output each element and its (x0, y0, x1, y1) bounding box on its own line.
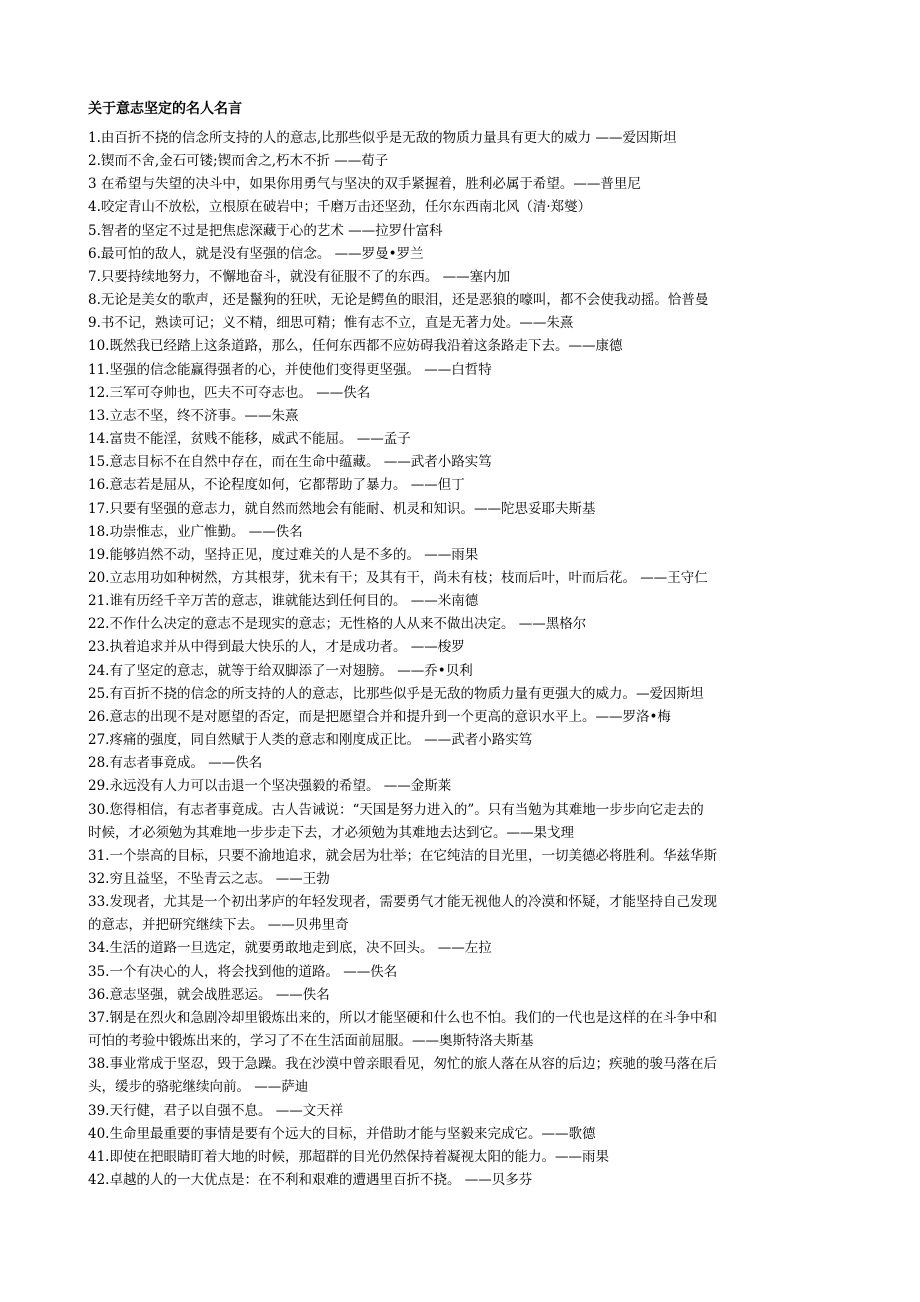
quote-line: 17.只要有坚强的意志力，就自然而然地会有能耐、机灵和知识。——陀思妥耶夫斯基 (88, 500, 596, 517)
quote-line: 2.锲而不舍,金石可镂;锲而舍之,朽木不折 ——荀子 (88, 153, 389, 170)
quote-line: 7.只要持续地努力，不懈地奋斗，就没有征服不了的东西。 ——塞内加 (88, 268, 511, 285)
quote-line: 37.钢是在烈火和急剧冷却里锻炼出来的，所以才能坚硬和什么也不怕。我们的一代也是这样的在斗争中和 (88, 1009, 717, 1026)
quote-line: 6.最可怕的敌人，就是没有坚强的信念。 ——罗曼•罗兰 (88, 245, 424, 262)
quote-line: 32.穷且益坚，不坠青云之志。 ——王勃 (88, 871, 330, 887)
quote-line: 27.疼痛的强度，同自然赋于人类的意志和刚度成正比。 ——武者小路实笃 (88, 732, 533, 749)
quote-item (88, 868, 840, 891)
quote-item (88, 196, 840, 219)
quote-line: 33.发现者，尤其是一个初出茅庐的年轻发现者，需要勇气才能无视他人的冷漠和怀疑，才能坚持自己发现 (88, 894, 717, 911)
quote-item (88, 243, 840, 266)
quote-line: 18.功崇惟志，业广惟勤。 ——佚名 (88, 523, 303, 540)
quote-line: 的意志，并把研究继续下去。 ——贝弗里奇 (88, 917, 349, 934)
quote-line: 41.即使在把眼睛盯着大地的时候，那超群的目光仍然保持着凝视太阳的能力。——雨果 (88, 1148, 609, 1165)
quote-item (88, 1053, 840, 1099)
quote-line: 时候，才必须勉为其难地一步步走下去，才必须勉为其难地去达到它。——果戈理 (88, 824, 574, 841)
quote-item (88, 799, 840, 845)
quote-line: 22.不作什么决定的意志不是现实的意志；无性格的人从来不做出决定。 ——黑格尔 (88, 616, 587, 633)
quote-line: 4.咬定青山不放松，立根原在破岩中；千磨万击还坚劲，任尔东西南北风（清·郑燮） (88, 199, 592, 216)
document-title: 关于意志坚定的名人名言 (88, 101, 242, 117)
quote-list (88, 127, 840, 1192)
quote-line: 8.无论是美女的歌声，还是鬣狗的狂吠，无论是鳄鱼的眼泪，还是恶狼的嚎叫，都不会使我动摇。恰普曼 (88, 292, 709, 309)
quote-line: 可怕的考验中锻炼出来的，学习了不在生活面前屈服。——奥斯特洛夫斯基 (88, 1033, 534, 1050)
quote-item (88, 474, 840, 497)
quote-line: 36.意志坚强，就会战胜恶运。 ——佚名 (88, 986, 330, 1003)
quote-item (88, 335, 840, 358)
quote-item (88, 891, 840, 937)
quote-item (88, 775, 840, 798)
quote-item (88, 359, 840, 382)
quote-item (88, 984, 840, 1007)
quote-item (88, 150, 840, 173)
quote-item (88, 220, 840, 243)
quote-item (88, 660, 840, 683)
quote-item (88, 312, 840, 335)
quote-item (88, 451, 840, 474)
quote-line: 30.您得相信，有志者事竟成。古人告诫说：“天国是努力进入的”。只有当勉为其难地一步步向它走去的 (88, 801, 704, 818)
quote-line: 42.卓越的人的一大优点是：在不利和艰难的遭遇里百折不挠。 ——贝多芬 (88, 1172, 533, 1189)
quote-item (88, 127, 840, 150)
quote-item (88, 1123, 840, 1146)
quote-item (88, 544, 840, 567)
quote-item (88, 636, 840, 659)
quote-line: 34.生活的道路一旦选定，就要勇敢地走到底，决不回头。 ——左拉 (88, 940, 492, 957)
quote-line: 1.由百折不挠的信念所支持的人的意志,比那些似乎是无敌的物质力量具有更大的威力 ——爱因斯坦 (88, 130, 677, 146)
quote-line: 13.立志不坚，终不济事。——朱熹 (88, 407, 299, 424)
quote-line: 21.谁有历经千辛万苦的意志，谁就能达到任何目的。 ——米南德 (88, 593, 479, 610)
quote-line: 24.有了坚定的意志，就等于给双脚添了一对翅膀。 ——乔•贝利 (88, 662, 473, 679)
quote-item (88, 266, 840, 289)
quote-item (88, 428, 840, 451)
quote-item (88, 498, 840, 521)
quote-line: 15.意志目标不在自然中存在，而在生命中蕴藏。 ——武者小路实笃 (88, 454, 492, 471)
quote-line: 11.坚强的信念能赢得强者的心，并使他们变得更坚强。 ——白哲特 (88, 361, 492, 378)
quote-item (88, 1100, 840, 1123)
quote-item (88, 845, 840, 868)
quote-line: 39.天行健，君子以自强不息。 ——文天祥 (88, 1102, 344, 1119)
quote-item (88, 1007, 840, 1053)
quote-line: 9.书不记，熟读可记；义不精，细思可精；惟有志不立，直是无著力处。——朱熹 (88, 315, 574, 332)
quote-line: 10.既然我已经踏上这条道路，那么，任何东西都不应妨碍我沿着这条路走下去。——康德 (88, 338, 623, 355)
quote-line: 29.永远没有人力可以击退一个坚决强毅的希望。 ——金斯莱 (88, 778, 452, 795)
quote-line: 14.富贵不能淫，贫贱不能移，威武不能屈。 ——孟子 (88, 431, 411, 448)
quote-line: 31.一个崇高的目标，只要不渝地追求，就会居为壮举；在它纯洁的目光里，一切美德必将胜利。华兹华斯 (88, 847, 717, 864)
quote-item (88, 683, 840, 706)
quote-item (88, 613, 840, 636)
quote-line: 3 在希望与失望的决斗中，如果你用勇气与坚决的双手紧握着，胜利必属于希望。——普里尼 (88, 176, 641, 193)
quote-line: 5.智者的坚定不过是把焦虑深藏于心的艺术 ——拉罗什富科 (88, 222, 443, 239)
quote-item (88, 752, 840, 775)
quote-line: 38.事业常成于坚忍，毁于急躁。我在沙漠中曾亲眼看见，匆忙的旅人落在从容的后边；疾驰的骏马落在后 (88, 1056, 717, 1073)
quote-item (88, 706, 840, 729)
quote-item (88, 567, 840, 590)
quote-line: 头，缓步的骆驼继续向前。 ——萨迪 (88, 1079, 309, 1096)
quote-line: 12.三军可夺帅也，匹夫不可夺志也。 ——佚名 (88, 384, 371, 401)
quote-line: 19.能够岿然不动，坚持正见，度过难关的人是不多的。 ——雨果 (88, 546, 479, 563)
quote-item (88, 1146, 840, 1169)
quote-line: 40.生命里最重要的事情是要有个远大的目标，并借助才能与坚毅来完成它。——歌德 (88, 1125, 596, 1142)
quote-item (88, 1169, 840, 1192)
quote-item (88, 961, 840, 984)
quote-item (88, 289, 840, 312)
quote-line: 16.意志若是屈从，不论程度如何，它都帮助了暴力。 ——但丁 (88, 477, 465, 494)
quote-line: 20.立志用功如种树然，方其根芽，犹未有干；及其有干，尚未有枝；枝而后叶，叶而后花。 ——王守仁 (88, 569, 708, 586)
quote-item (88, 590, 840, 613)
quote-item (88, 405, 840, 428)
quote-line: 23.执着追求并从中得到最大快乐的人，才是成功者。 ——梭罗 (88, 639, 465, 656)
quote-item (88, 382, 840, 405)
quote-item (88, 521, 840, 544)
document-page (88, 98, 840, 1192)
quote-line: 35.一个有决心的人，将会找到他的道路。 ——佚名 (88, 963, 398, 980)
quote-line: 26.意志的出现不是对愿望的否定，而是把愿望合并和提升到一个更高的意识水平上。——罗洛•梅 (88, 708, 671, 725)
quote-line: 28.有志者事竟成。 ——佚名 (88, 755, 263, 772)
quote-line: 25.有百折不挠的信念的所支持的人的意志，比那些似乎是无敌的物质力量有更强大的威力。—爱因斯坦 (88, 685, 704, 702)
quote-item (88, 937, 840, 960)
quote-item (88, 173, 840, 196)
quote-item (88, 729, 840, 752)
